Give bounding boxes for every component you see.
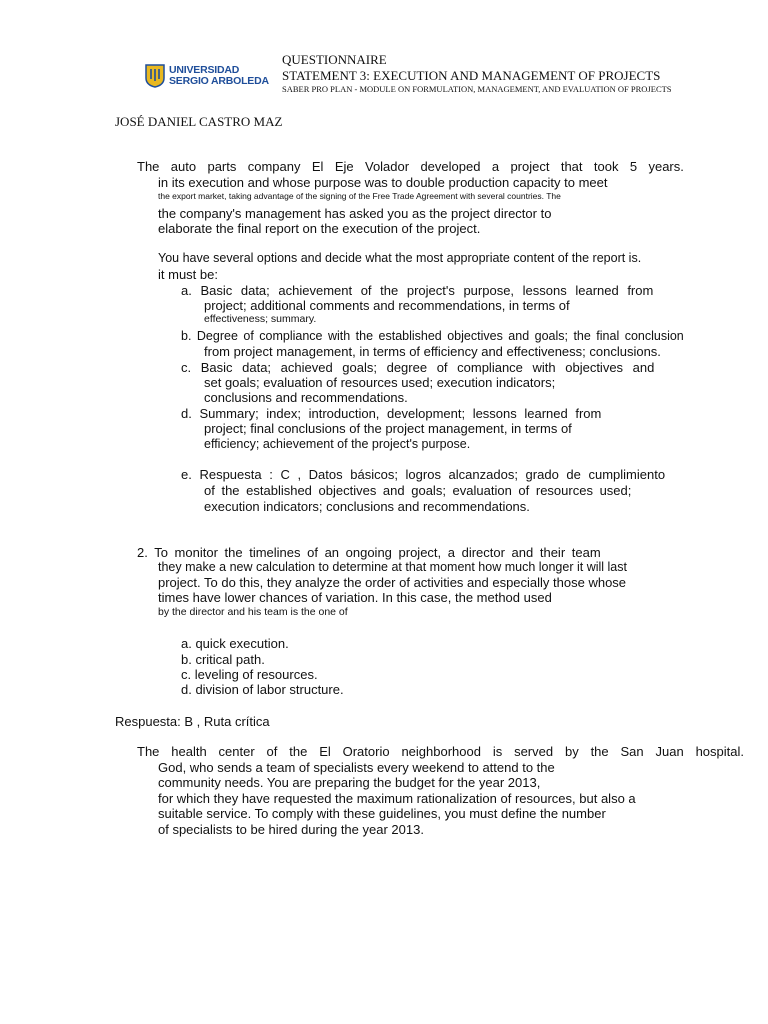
q2-line-4: times have lower chances of variation. In this case, the method used — [158, 590, 552, 605]
q1-option-d-cont: project; final conclusions of the project management, in terms of — [204, 421, 572, 436]
q3-line-5: suitable service. To comply with these guidelines, you must define the number — [158, 806, 606, 821]
author-name: JOSÉ DANIEL CASTRO MAZ — [115, 114, 283, 129]
q1-option-c-cont: set goals; evaluation of resources used; execution indicators; — [204, 375, 556, 390]
q1-option-d-cont2: efficiency; achievement of the project's purpose. — [204, 437, 471, 451]
doc-subtitle: SABER PRO PLAN - MODULE ON FORMULATION, MANAGEMENT, AND EVALUATION OF PROJECTS — [282, 84, 672, 94]
q1-line-7: it must be: — [158, 267, 218, 282]
q3-line-3: community needs. You are preparing the budget for the year 2013, — [158, 775, 541, 790]
q1-option-b: b. Degree of compliance with the established objectives and goals; the final conclusion — [181, 329, 684, 343]
q3-line-2: God, who sends a team of specialists every weekend to attend to the — [158, 760, 555, 775]
q2-answer: Respuesta: B , Ruta crítica — [115, 714, 270, 729]
q1-option-c: c. Basic data; achieved goals; degree of compliance with objectives and — [181, 360, 655, 375]
q2-option-a: a. quick execution. — [181, 636, 289, 651]
statement-title: STATEMENT 3: EXECUTION AND MANAGEMENT OF PROJECTS — [282, 68, 661, 83]
doc-title: QUESTIONNAIRE — [282, 52, 387, 67]
q2-line-2: they make a new calculation to determine at that moment how much longer it will last — [158, 560, 627, 574]
q1-line-1: The auto parts company El Eje Volador developed a project that took 5 years. — [137, 159, 684, 174]
q1-line-3: the export market, taking advantage of the signing of the Free Trade Agreement with several countries. The — [158, 191, 561, 201]
q1-option-c-cont2: conclusions and recommendations. — [204, 390, 408, 405]
q2-option-c: c. leveling of resources. — [181, 667, 318, 682]
q1-line-2: in its execution and whose purpose was to double production capacity to meet — [158, 175, 608, 190]
q1-option-a-cont: project; additional comments and recommendations, in terms of — [204, 298, 570, 313]
university-logo — [145, 64, 269, 90]
q2-option-b: b. critical path. — [181, 652, 265, 667]
q2-line-5: by the director and his team is the one of — [158, 606, 348, 618]
q1-answer-cont: of the established objectives and goals; evaluation of resources used; — [204, 483, 632, 498]
q1-option-a: a. Basic data; achievement of the project's purpose, lessons learned from — [181, 283, 654, 298]
shield-icon — [145, 64, 165, 88]
q1-line-5: elaborate the final report on the execution of the project. — [158, 221, 481, 236]
q1-option-b-cont: from project management, in terms of efficiency and effectiveness; conclusions. — [204, 344, 661, 359]
q3-line-4: for which they have requested the maximum rationalization of resources, but also a — [158, 791, 636, 806]
q2-option-d: d. division of labor structure. — [181, 682, 344, 697]
q3-line-6: of specialists to be hired during the year 2013. — [158, 822, 424, 837]
q1-line-6: You have several options and decide what the most appropriate content of the report is. — [158, 251, 642, 265]
logo-text-line1: UNIVERSIDAD — [169, 64, 240, 76]
q1-answer-cont2: execution indicators; conclusions and recommendations. — [204, 499, 530, 514]
q1-option-a-cont2: effectiveness; summary. — [204, 313, 317, 325]
q1-answer: e. Respuesta : C , Datos básicos; logros alcanzados; grado de cumplimiento — [181, 467, 666, 482]
logo-text-line2: SERGIO ARBOLEDA — [169, 75, 269, 87]
q1-option-d: d. Summary; index; introduction, development; lessons learned from — [181, 406, 602, 421]
q1-line-4: the company's management has asked you as the project director to — [158, 206, 552, 221]
q2-line-1: 2. To monitor the timelines of an ongoing project, a director and their team — [137, 545, 601, 560]
q2-line-3: project. To do this, they analyze the order of activities and especially those whose — [158, 575, 627, 590]
q3-line-1: The health center of the El Oratorio neighborhood is served by the San Juan hospital. — [137, 744, 744, 759]
